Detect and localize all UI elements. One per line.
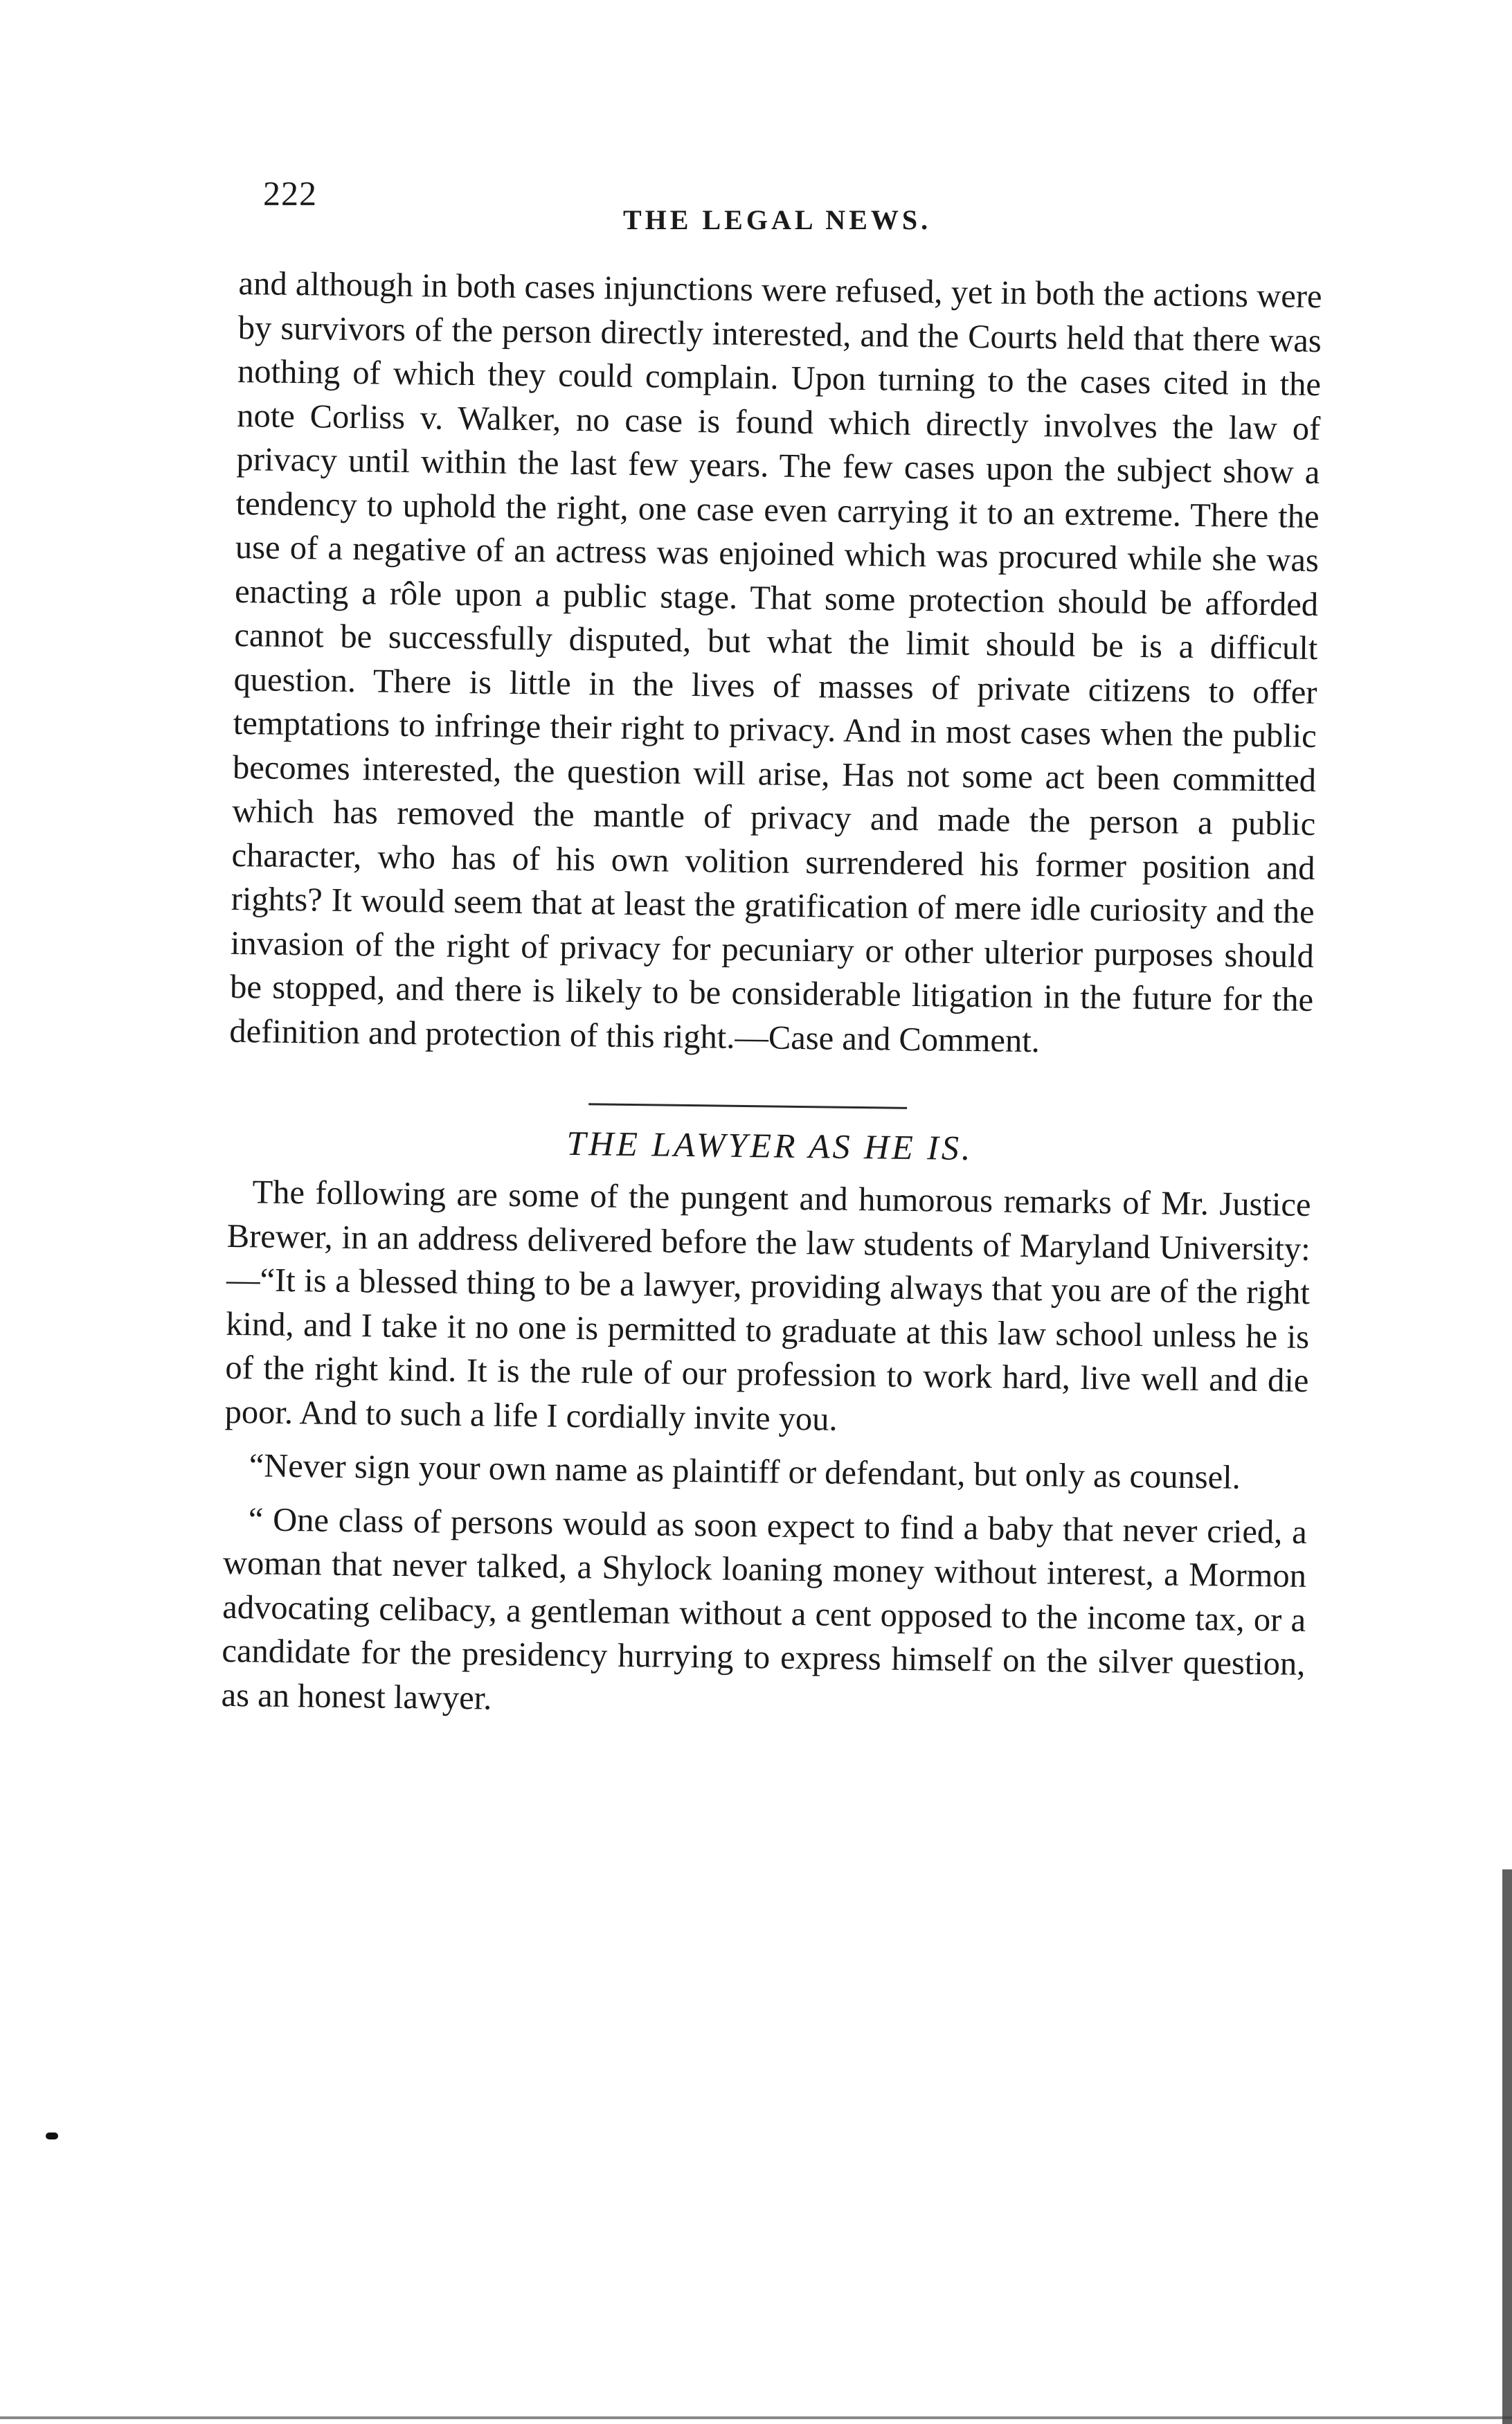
- journal-title: THE LEGAL NEWS.: [623, 204, 932, 235]
- text-column: [221, 262, 1322, 1730]
- running-head: [263, 173, 1329, 235]
- section-paragraph-2: “Never sign your own name as plaintiff or defendant, but only as counsel.: [249, 1447, 1241, 1496]
- scan-bottom-edge-line: [0, 2416, 1512, 2419]
- section-paragraph-3: “ One class of persons would as soon expect to find a baby that never cried, a woman that never talked, a Shylock loaning money without interest, a Mormon advocating celibacy, a gentleman without a cent opposed to the income tax, or a candidate for the presidency hurrying to express himself on the silver question, as an honest lawyer.: [221, 1500, 1308, 1717]
- section-title: THE LAWYER AS HE IS.: [566, 1123, 973, 1168]
- page-number: 222: [263, 174, 317, 213]
- section-divider: [588, 1103, 907, 1109]
- article-continuation-paragraph: and although in both cases injunctions were refused, yet in both the actions were by survivors of the person directly interested, and the Courts held that there was nothing of which they could complain. Upon turning to the cases cited in the note Corliss v. Walker, no case is found which directly involves the law of privacy until within the last few years. The few cases upon the subject show a tendency to uphold the right, one case even carrying it to an extreme. There the use of a negative of an actress was enjoined which was procured while she was enacting a rôle upon a public stage. That some protection should be afforded cannot be successfully disputed, but what the limit should be is a difficult question. There is little in the lives of masses of private citizens to offer temptations to infringe their right to privacy. And in most cases when the public becomes interested, the question will arise, Has not some act been committed which has removed the mantle of privacy and made the person a public character, who has of his own volition surrendered his former position and rights? It would seem that at least the gratification of mere idle curiosity and the invasion of the right of privacy for pecuniary or other ulterior purposes should be stopped, and there is likely to be considerable litigation in the future for the definition and protection of this right.—Case and Comment.: [229, 264, 1322, 1059]
- margin-ink-mark: [46, 2133, 58, 2139]
- scan-right-edge-shadow: [1502, 1869, 1512, 2424]
- section-paragraph-1: The following are some of the pungent and humorous remarks of Mr. Justice Brewer, in an address delivered before the law students of Maryland University:—“It is a blessed thing to be a lawyer, providing always that you are of the right kind, and I take it no one is permitted to graduate at this law school unless he is of the right kind. It is the rule of our profession to work hard, live well and die poor. And to such a life I cordially invite you.: [224, 1174, 1311, 1438]
